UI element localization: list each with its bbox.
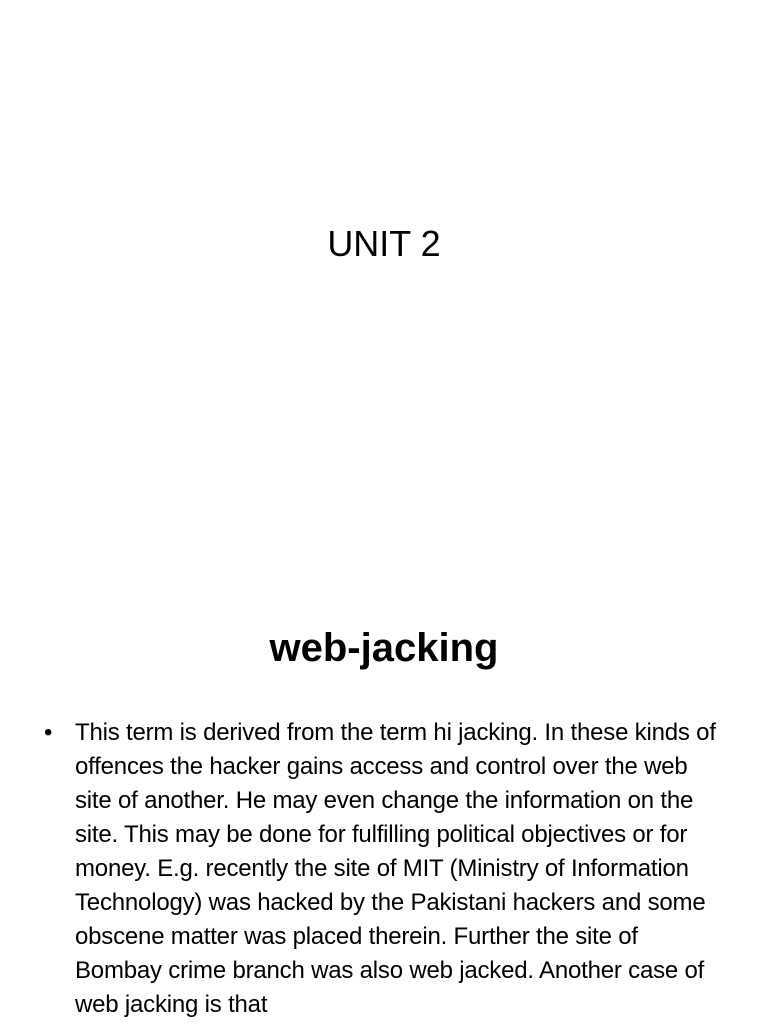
list-item	[0, 716, 768, 1022]
bullet-marker: •	[44, 719, 53, 746]
bullet-list	[0, 716, 768, 1022]
slide-web-jacking	[0, 576, 768, 1024]
bullet-text: This term is derived from the term hi jacking. In these kinds of offences the hacker gains access and control over the web site of another. He may even change the information on the site. This may be done for fulfilling political objectives or for money. E.g. recently the site of MIT (Ministry of Information Technology) was hacked by the Pakistani hackers and some obscene matter was placed therein. Further the site of Bombay crime branch was also web jacked. Another case of web jacking is that	[75, 719, 716, 1018]
section-heading: web-jacking	[269, 626, 499, 670]
unit-title: UNIT 2	[327, 223, 441, 264]
